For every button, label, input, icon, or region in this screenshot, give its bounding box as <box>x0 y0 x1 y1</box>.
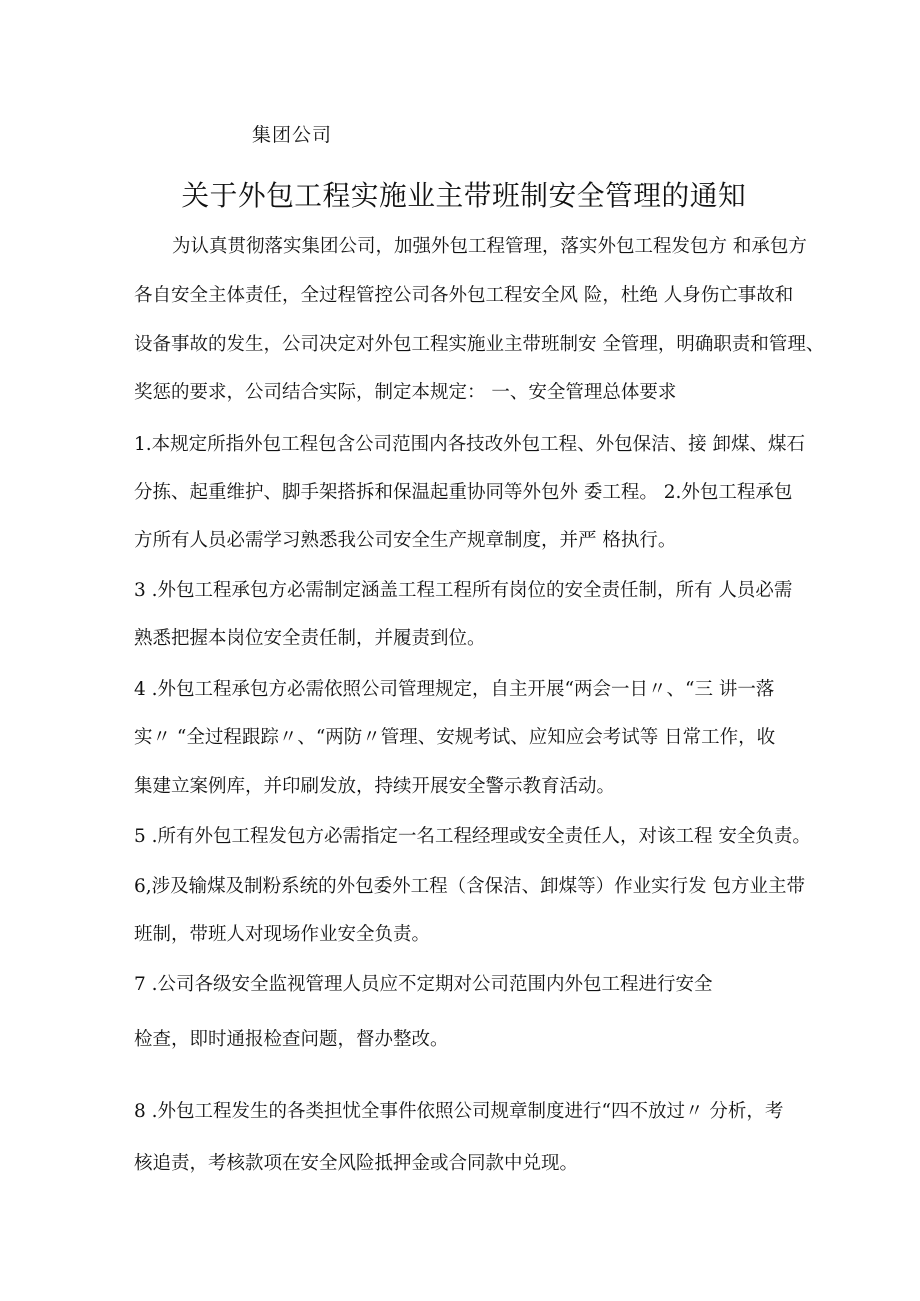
body-line: 分拣、起重维护、脚手架搭拆和保温起重协同等外包外 委工程。 2.外包工程承包 <box>134 482 793 503</box>
body-line: 方所有人员必需学习熟悉我公司安全生产规章制度，并严 格执行。 <box>134 530 677 551</box>
body-line: 实〃 “全过程跟踪〃、“两防〃管理、安规考试、应知应会考试等 日常工作，收 <box>134 727 776 748</box>
body-line: 熟悉把握本岗位安全责任制，并履责到位。 <box>134 628 486 649</box>
body-line: 检查，即时通报检查问题，督办整改。 <box>134 1029 449 1050</box>
body-line: 为认真贯彻落实集团公司，加强外包工程管理，落实外包工程发包方 和承包方 <box>172 236 807 257</box>
body-line: 7 .公司各级安全监视管理人员应不定期对公司范围内外包工程进行安全 <box>134 974 713 995</box>
body-line: 核追责，考核款项在安全风险抵押金或合同款中兑现。 <box>134 1153 579 1174</box>
body-line: 6,涉及输煤及制粉系统的外包委外工程（含保洁、卸煤等）作业实行发 包方业主带 <box>134 876 806 897</box>
organization-name: 集团公司 <box>252 124 333 146</box>
body-line: 1.本规定所指外包工程包含公司范围内各技改外包工程、外包保洁、接 卸煤、煤石 <box>134 434 806 455</box>
body-line: 5 .所有外包工程发包方必需指定一名工程经理或安全责任人，对该工程 安全负责。 <box>134 826 811 847</box>
body-line: 设备事故的发生，公司决定对外包工程实施业主带班制安 全管理，明确职责和管理、 <box>134 334 825 355</box>
body-line: 班制，带班人对现场作业安全负责。 <box>134 924 431 945</box>
body-line: 4 .外包工程承包方必需依照公司管理规定，自主开展“两会一日〃、“三 讲一落 <box>134 679 775 700</box>
body-line: 集建立案例库，并印刷发放，持续开展安全警示教育活动。 <box>134 776 616 797</box>
body-line: 3 .外包工程承包方必需制定涵盖工程工程所有岗位的安全责任制，所有 人员必需 <box>134 580 793 601</box>
document-title: 关于外包工程实施业主带班制安全管理的通知 <box>181 179 747 212</box>
body-line: 奖惩的要求，公司结合实际，制定本规定： 一、安全管理总体要求 <box>134 382 677 403</box>
body-line: 各自安全主体责任，全过程管控公司各外包工程安全风 险，杜绝 人身伤亡事故和 <box>134 285 794 306</box>
body-line: 8 .外包工程发生的各类担忧全事件依照公司规章制度进行“四不放过〃 分析，考 <box>134 1101 784 1122</box>
